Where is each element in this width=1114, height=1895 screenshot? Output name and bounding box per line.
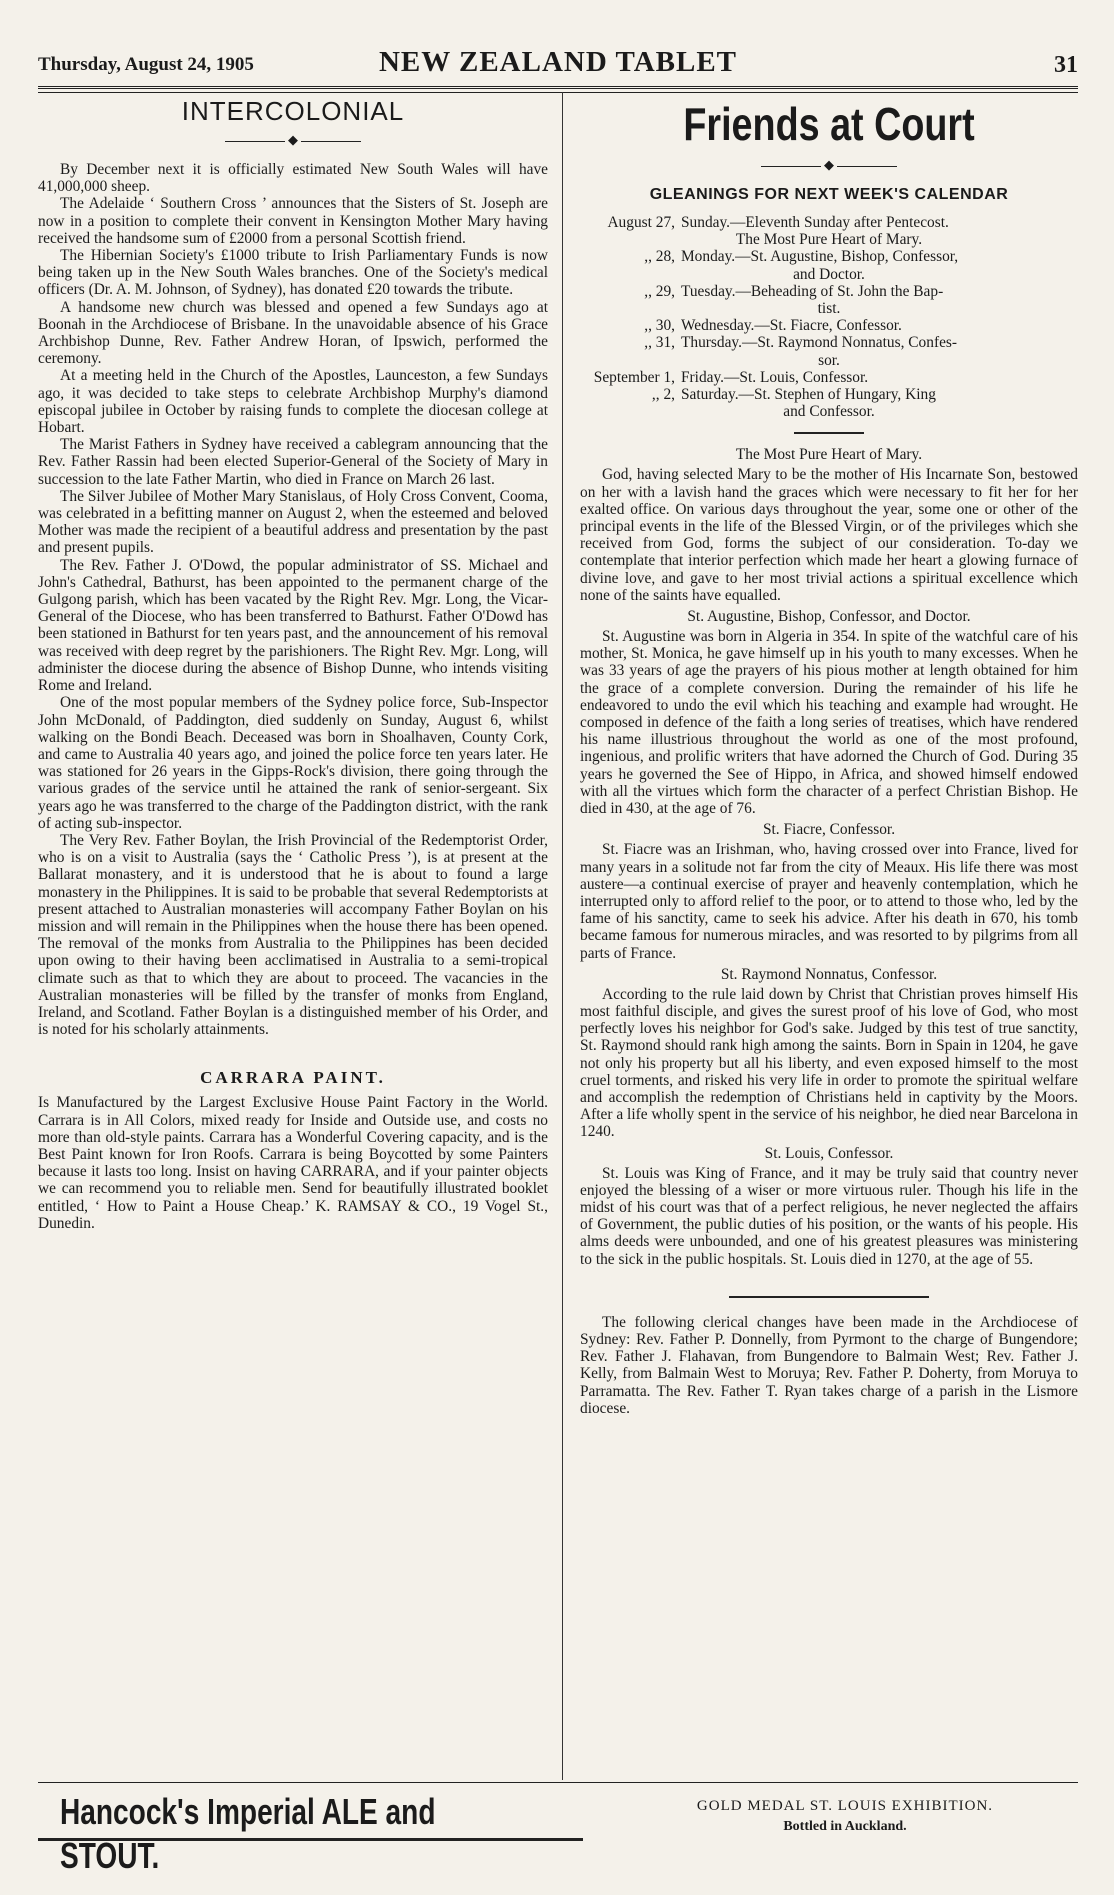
article-paragraph: The Marist Fathers in Sydney have received a cablegram announcing that the Rev. Father Rassin had been elected Superior-General of the Society of Mary in succession to the late Father Martin, who died in France on March 26 last. <box>38 436 548 488</box>
calendar-entry <box>580 317 1078 334</box>
clerical-changes: The following clerical changes have been made in the Archdiocese of Sydney: Rev. Father P. Donnelly, from Pyrmont to the charge of Bungendore; Rev. Father J. Flahavan, from Bungendore to Balmain West; Rev. Father J. Kelly, from Balmain West to Moruya; Rev. Father P. Doherty, from Moruya to Parramatta. The Rev. Father T. Ryan takes charge of a parish in the Lismore diocese. <box>580 1313 1078 1417</box>
calendar-date: ,, 31, <box>644 334 675 352</box>
intercolonial-heading: INTERCOLONIAL <box>181 96 405 126</box>
header-rule <box>38 86 1078 93</box>
calendar-continuation: The Most Pure Heart of Mary. <box>735 231 923 249</box>
calendar-entry <box>580 248 1078 265</box>
calendar-date: August 27, <box>607 214 675 231</box>
diamond-ornament-icon: ◆ <box>38 131 548 149</box>
footer-exhibition-note <box>630 1798 1060 1835</box>
gold-medal-line: GOLD MEDAL ST. LOUIS EXHIBITION. <box>696 1798 994 1814</box>
masthead: NEW ZEALAND TABLET <box>378 46 738 78</box>
section-rule <box>794 432 864 434</box>
article-paragraph: One of the most popular members of the Sydney police force, Sub-Inspector John McDonald, of Paddington, died suddenly on Sunday, August 6, whilst walking on the Bondi Beach. Deceased was born in Shoalhaven, County Cork, and came to Australia 40 years ago, and joined the police force ten years later. He was stationed for 26 years in the Gipps-Rock's division, there going through the various grades of the service until he attained the rank of senior-sergeant. Six years ago he was transferred to the charge of the Paddington district, with the rank of acting sub-inspector. <box>38 694 548 832</box>
saint-heading: The Most Pure Heart of Mary. <box>735 446 923 464</box>
diamond-ornament-icon: ◆ <box>580 156 1078 174</box>
calendar-text: Friday.—St. Louis, Confessor. <box>681 368 869 386</box>
footer-rule <box>38 1782 1078 1783</box>
calendar-subtitle: GLEANINGS FOR NEXT WEEK'S CALENDAR <box>649 186 1009 203</box>
issue-date: Thursday, August 24, 1905 <box>38 54 254 75</box>
calendar-text: Saturday.—St. Stephen of Hungary, King <box>681 386 936 404</box>
calendar-text: Wednesday.—St. Fiacre, Confessor. <box>681 317 902 335</box>
calendar-entry <box>580 386 1078 403</box>
saint-entry <box>580 966 1078 1141</box>
calendar-text: Thursday.—St. Raymond Nonnatus, Confes- <box>681 334 958 352</box>
calendar-date: ,, 29, <box>644 282 675 300</box>
article-paragraph: The Silver Jubilee of Mother Mary Stanislaus, of Holy Cross Convent, Cooma, was celebrated in a befitting manner on August 2, when the esteemed and beloved Mother was made the recipient of a beautiful address and presentation by the past and present pupils. <box>38 487 548 557</box>
article-paragraph: At a meeting held in the Church of the Apostles, Launceston, a few Sundays ago, it was decided to take steps to celebrate Archbishop Murphy's diamond episcopal jubilee in October by raising funds to complete the diocesan college at Hobart. <box>38 367 548 437</box>
saint-heading: St. Augustine, Bishop, Confessor, and Doctor. <box>687 608 971 626</box>
left-column <box>38 96 548 1232</box>
saint-text: St. Augustine was born in Algeria in 354. In spite of the watchful care of his mother, St. Monica, he gave himself up in his youth to many excesses. When he was 33 years of age the prayers of his pious mother at length obtained for him the grace of a complete conversion. During the remainder of his life he endeavored to undo the evil which his teaching and example had wrought. He composed in defence of the faith a long series of treatises, which have rendered his name illustrious throughout the world as one of the most profound, ingenious, and prolific writers that have adorned the Church of God. During 35 years he governed the See of Hippo, in Africa, and showed himself endowed with all the virtues which form the character of a perfect Christian Bishop. He died in 430, at the age of 76. <box>580 628 1078 818</box>
calendar-text: Tuesday.—Beheading of St. John the Bap- <box>681 282 944 300</box>
bottled-line: Bottled in Auckland. <box>783 1819 907 1834</box>
section-rule <box>729 1296 929 1298</box>
right-column <box>580 96 1078 1417</box>
calendar-list <box>580 214 1078 420</box>
saint-text: St. Louis was King of France, and it may be truly said that country never enjoyed the blessing of a wiser or more virtuous ruler. Though his life in the midst of his court was that of a perfect religious, he never neglected the affairs of Government, the public duties of his position, or the wants of his people. His alms deeds were unbounded, and one of his greatest pleasures was ministering to the sick in the public hospitals. St. Louis died in 1270, at the age of 55. <box>580 1164 1078 1268</box>
saint-text: God, having selected Mary to be the mother of His Incarnate Son, bestowed on her with a lavish hand the graces which were necessary to fit her for her exalted office. On various days throughout the year, some one or other of the principal events in the life of the Blessed Virgin, or of the privileges which she received from God, forms the subject of our consideration. To-day we contemplate that interior perfection which made her heart a glowing furnace of divine love, and gave to her most trivial actions a spiritual excellence which none of the saints have equalled. <box>580 466 1078 604</box>
calendar-continuation: and Doctor. <box>793 265 865 283</box>
calendar-continuation: sor. <box>818 351 840 369</box>
calendar-continuation: tist. <box>817 300 841 318</box>
saint-entry <box>580 608 1078 817</box>
carrara-ad-body: Is Manufactured by the Largest Exclusive House Paint Factory in the World. Carrara is in All Colors, mixed ready for Inside and Outside use, and costs no more than old-style paints. Carrara has a Wonderful Covering capacity, and is the Best Paint known for Iron Roofs. Carrara is being Boycotted by some Painters because it lasts too long. Insist on having CARRARA, and if your painter objects we can recommend you to reliable men. Send for beautifully illustrated booklet entitled, ‘ How to Paint a House Cheap.’ K. RAMSAY & CO., 19 Vogel St., Dunedin. <box>38 1094 548 1232</box>
saint-heading: St. Louis, Confessor. <box>764 1144 894 1162</box>
calendar-date: ,, 30, <box>644 317 675 335</box>
calendar-entry <box>580 369 1078 386</box>
saint-text: St. Fiacre was an Irishman, who, having crossed over into France, lived for many years in a solitude not far from the city of Meaux. His life there was most austere—a continual exercise of prayer and heavenly contemplation, which he interrupted only to afford relief to the poor, or to attend to those who, led by the fame of his sanctity, came to seek his advice. After his death in 670, his tomb became famous for numerous miracles, and was resorted to by pilgrims from all parts of France. <box>580 841 1078 962</box>
calendar-date: ,, 28, <box>644 248 675 266</box>
column-divider <box>562 92 563 1780</box>
calendar-entry <box>580 214 1078 231</box>
calendar-text: Sunday.—Eleventh Sunday after Pentecost. <box>681 214 949 231</box>
saint-entry <box>580 446 1078 604</box>
article-paragraph: The Hibernian Society's £1000 tribute to Irish Parliamentary Funds is now being taken up in the New South Wales branches. One of the Society's medical officers (Dr. A. M. Johnson, of Sydney), has donated £20 towards the tribute. <box>38 247 548 299</box>
footer-ad-underline <box>38 1838 583 1841</box>
friends-at-court-title: Friends at Court <box>683 98 975 150</box>
calendar-text: Monday.—St. Augustine, Bishop, Confessor, <box>681 248 959 266</box>
article-paragraph: The Very Rev. Father Boylan, the Irish Provincial of the Redemptorist Order, who is on a visit to Australia (says the ‘ Catholic Press ’), is at present at the Ballarat monastery, and it is understood that he is about to found a large monastery in the Philippines. It is said to be probable that several Redemptorists at present attached to Australian monasteries will accompany Father Boylan on his mission and will remain in the Philippines when the house there has been opened. The removal of the monks from Australia to the Philippines has been decided upon owing to their having been acclimatised in Australia to a semi-tropical climate such as that to which they are about to proceed. The vacancies in the Australian monasteries will be filled by the transfer of monks from England, Ireland, and Scotland. Father Boylan is a distinguished member of his Order, and is noted for his scholarly attainments. <box>38 831 548 1039</box>
article-paragraph: The Adelaide ‘ Southern Cross ’ announces that the Sisters of St. Joseph are now in a position to complete their convent in Kensington Mother Mary having received the handsome sum of £2000 from a personal Scottish friend. <box>38 195 548 247</box>
page-header <box>38 46 1078 86</box>
carrara-ad-title: CARRARA PAINT. <box>200 1068 386 1088</box>
calendar-entry <box>580 283 1078 300</box>
saint-text: According to the rule laid down by Christ that Christian proves himself His most faithful disciple, and gives the surest proof of his love of God, who most perfectly loves his neighbor for God's sake. Judged by this test of true sanctity, St. Raymond should rank high among the saints. Born in Spain in 1204, he gave not only his property but all his liberty, and even exposed himself to the most cruel torments, and risked his very life in order to promote the spiritual welfare and accomplish the redemption of Christians held in captivity by the Moors. After a life wholly spent in the service of his neighbor, he died near Barcelona in 1240. <box>580 985 1078 1141</box>
article-paragraph: The Rev. Father J. O'Dowd, the popular administrator of SS. Michael and John's Cathedral, Bathurst, has been appointed to the permanent charge of the Gulgong parish, which has been vacated by the Right Rev. Mgr. Long, the Vicar-General of the Diocese, who has been transferred to Bathurst. Father O'Dowd has been stationed in Bathurst for ten years past, and the announcement of his removal was received with deep regret by the parishioners. The Right Rev. Mgr. Long, will administer the diocese during the absence of Bishop Dunne, who intends visiting Rome and Ireland. <box>38 556 548 695</box>
saint-heading: St. Raymond Nonnatus, Confessor. <box>720 965 938 983</box>
hancocks-ad: Hancock's Imperial ALE and STOUT. <box>60 1791 436 1876</box>
calendar-continuation: and Confessor. <box>783 403 875 421</box>
article-paragraph: By December next it is officially estimated New South Wales will have 41,000,000 sheep. <box>38 161 548 196</box>
calendar-entry <box>580 334 1078 351</box>
page-number: 31 <box>1054 52 1078 78</box>
saint-entry <box>580 821 1078 961</box>
saint-entry <box>580 1145 1078 1268</box>
article-paragraph: A handsome new church was blessed and opened a few Sundays ago at Boonah in the Archdiocese of Brisbane. In the unavoidable absence of his Grace Archbishop Dunne, Rev. Father Andrew Horan, of Ipswich, performed the ceremony. <box>38 298 548 368</box>
calendar-date: September 1, <box>593 368 675 386</box>
calendar-date: ,, 2, <box>651 386 675 404</box>
saint-heading: St. Fiacre, Confessor. <box>762 821 896 839</box>
